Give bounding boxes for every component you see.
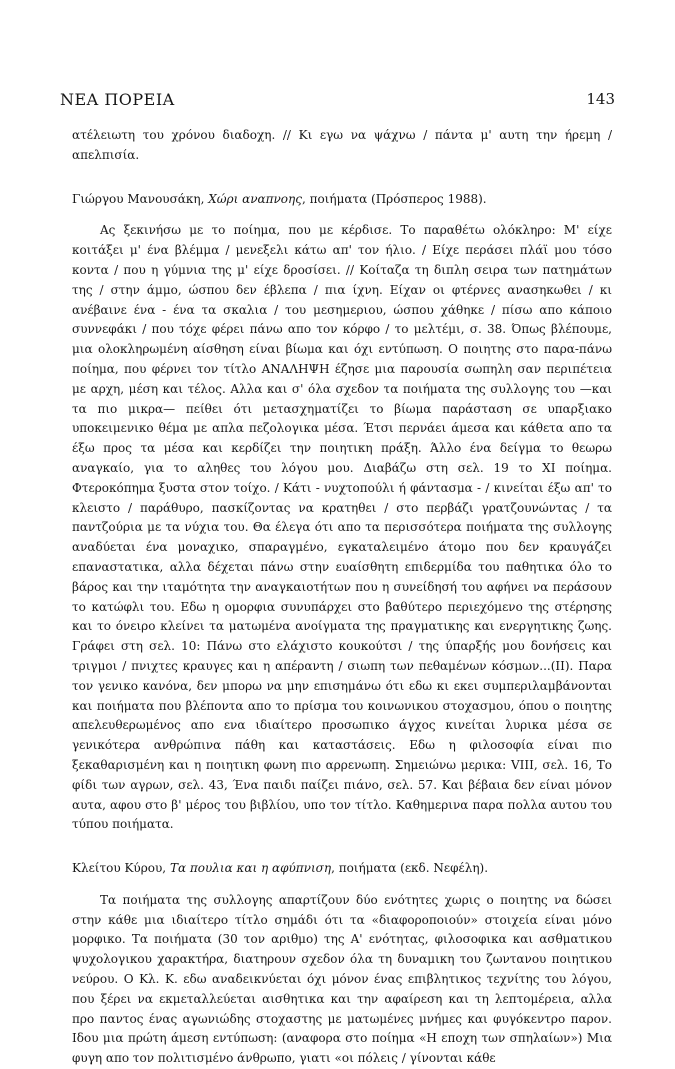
section-gap (72, 166, 612, 190)
review-paragraph: Τα ποιήματα της συλλογης απαρτίζουν δύο ενότητες χωρις ο ποιητης να δώσει στην κάθε μια ιδιαίτερο τίτλο σημάδι ότι τα «διαφοροποιούν» στοιχεία είναι μόνο μορφικο. Τα ποιήματα (30 τον αριθμο) της Α' ενότητας, φιλοσοφικα και ασθματικου ψυχολογικου χαρακτήρα, διατηρουν σχεδον όλα τη δυναμικη του ζωντανου ποιητικου νεύρου. Ο Κλ. Κ. εδω αναδεικνύεται όχι μόνον ένας επιβλητικος τεχνίτης του λόγου, που ξέρει να εκμεταλλεύεται αισθητικα και την αφαίρεση και τη λεπτομέρεια, αλλα προ παντος ένας αγωνιώδης στοχαστης με ματωμένες μνήμες και φυγόκεντρο παρον. Ιδου μια πρώτη άμεση εντύπωση: (αναφορα στο ποίημα «Η εποχη των σπηλαίων») Μια φυγη απο τον πολιτισμένο άνθρωπο, γιατι «οι πόλεις / γίνονται κάθε (72, 892, 612, 1066)
review-author: Γιώργου Μανουσάκη, (72, 191, 209, 206)
journal-title: ΝΕΑ ΠΟΡΕΙΑ (60, 90, 175, 109)
book-meta: , ποιήματα (Πρόσπερος 1988). (301, 191, 487, 206)
book-meta: , ποιήματα (εκδ. Νεφέλη). (331, 861, 489, 876)
page-number: 143 (586, 90, 615, 108)
article-body (72, 126, 612, 1069)
heading-gap (72, 879, 612, 891)
review-heading (72, 190, 612, 210)
running-header (60, 90, 615, 110)
section-gap (72, 835, 612, 859)
review-author: Κλείτου Κύρου, (72, 861, 170, 876)
continuation-paragraph: ατέλειωτη του χρόνου διαδοχη. // Κι εγω να ψάχνω / πάντα μ' αυτη την ήρεμη / απελπισία. (72, 128, 612, 162)
review-heading (72, 859, 612, 879)
review-paragraph: Ας ξεκινήσω με το ποίημα, που με κέρδισε. Το παραθέτω ολόκληρο: Μ' είχε κοιτάξει μ' ένα βλέμμα / μενεξελι κάτω απ' τον ήλιο. / Είχε περάσει πλάϊ μου τόσο κοντα / που η γύμνια της μ' είχε δροσίσει. // Κοίταζα τη διπλη σειρα των πατημάτων της / στην άμμο, ώσπου δεν έβλεπα / πια ίχνη. Είχαν οι φτέρνες ανασηκωθει / κι ανέβαινε ένα - ένα τα σκαλια / του μεσημεριου, ώσπου χάθηκε / πίσω απο κάποιο συννεφάκι / που τόχε φέρει πάνω απο τον κόρφο / το μελτέμι, σ. 38. Όπως βλέπουμε, μια ολοκληρωμένη αίσθηση είναι βίωμα και όχι εντύπωση. Ο ποιητης στο παρα-πάνω ποίημα, που φέρνει τον τίτλο ΑΝΑΛΗΨΗ έζησε μια παρουσία σωπηλη σαν περιπέτεια με αρχη, μέση και τέλος. Αλλα και σ' όλα σχεδον τα ποιήματα της συλλογης του —και τα πιο μικρα— πείθει ότι μετασχηματίζει το βίωμα παράσταση σε υπαρξιακο υποκειμενικο θέμα με απλα πεζολογικα μέσα. Έτσι περνάει άμεσα και κάθετα απο τα έξω προς τα μέσα και κερδίζει την ποιητικη πράξη. Άλλο ένα δείγμα το θεωρω αναγκαίο, για το αληθες του λόγου μου. Διαβάζω στη σελ. 19 το XI ποίημα. Φτεροκόπημα ξυστα στον τοίχο. / Κάτι - νυχτοπούλι ή φάντασμα - / κινείται έξω απ' το κλειστο / παράθυρο, πασκίζοντας να κρατηθει / στο περβάζι γρατζουνώντας / τα παντζούρια με τα νύχια του. Θα έλεγα ότι απο τα περισσότερα ποιήματα της συλλογης αναδύεται ένα μοναχικο, σπαραγμένο, εγκαταλειμένο άτομο που δεν κραυγάζει επαναστατικα, αλλα δέχεται πάνω στην ευαίσθητη επιδερμίδα του παθητικα όλο το βάρος και την ιταμότητα την αναγκαιοτήτων που η συνείδησή του αφήνει να περάσουν το κατώφλι του. Εδω η ομορφια συνυπάρχει στο βαθύτερο περιεχόμενο της στέρησης και το όνειρο κλείνει τα ματωμένα ανοίγματα της πραγματικης και ενεργητικης ζωης. Γράφει στη σελ. 10: Πάνω στο ελάχιστο κουκούτσι / της ύπαρξής μου δονήσεις και τριγμοι / πνιχτες κραυγες και η απέραντη / σιωπη των πεθαμένων κόσμων...(II). Παρα τον γενικο κανόνα, δεν μπορω να μην επισημάνω ότι εδω κι εκει συμπεριλαμβάνονται και ποιήματα που βλέποντα απο το πρίσμα του κοινωνικου στοχασμου, όπου ο ποιητης απελευθερωμένος απο ενα ιδιαίτερο προσωπικο άγχος κινείται λυρικα μέσα σε γενικότερα ανθρώπινα πάθη και καταστάσεις. Εδω η φιλοσοφία είναι πιο ξεκαθαρισμένη και η ποιητικη φωνη πιο αρρενωπη. Σημειώνω μερικα: VIII, σελ. 16, Το φίδι των αγρων, σελ. 43, Ένα παιδι παίζει πιάνο, σελ. 57. Και βέβαια δεν είναι μόνον αυτα, αφου στο β' μέρος του βιβλίου, υπο τον τίτλο. Καθημερινα παρα πολλα αυτου του τύπου ποιήματα. (72, 223, 612, 832)
book-title: Τα πουλια και η αφύπνιση (169, 861, 332, 876)
heading-gap (72, 209, 612, 221)
book-title: Χώρι αναπνοης (208, 191, 302, 206)
